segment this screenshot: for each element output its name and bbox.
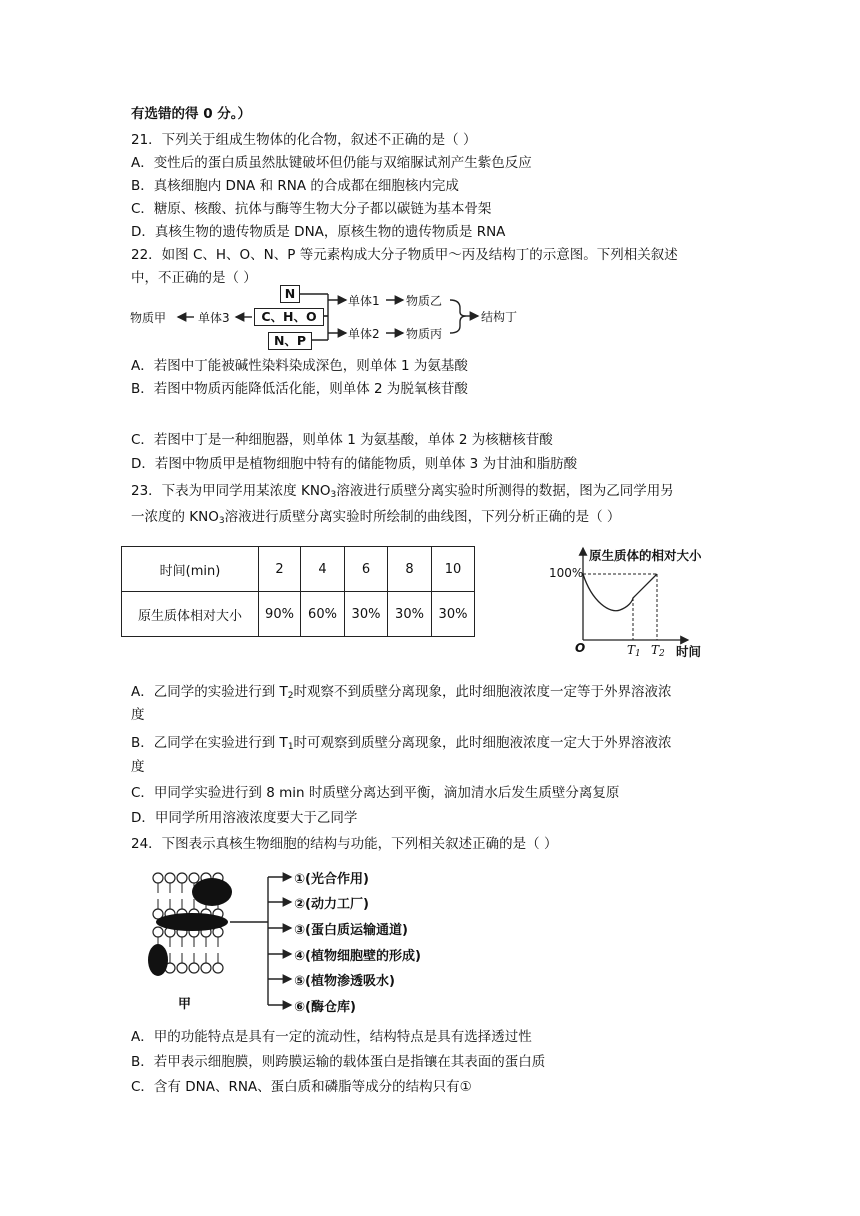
q22-option-d: D．若图中物质甲是植物细胞中特有的储能物质，则单体 3 为甘油和脂肪酸 bbox=[131, 456, 578, 472]
substance-yi-label: 物质乙 bbox=[406, 294, 443, 308]
table-cell: 30% bbox=[388, 592, 432, 637]
table-cell: 60% bbox=[301, 592, 345, 637]
function-output: ③(蛋白质运输通道) bbox=[294, 923, 408, 938]
q23-option-b-line1: B．乙同学在实验进行到 $T_1$时可观察到质壁分离现象，此时细胞液浓度一定大于外界溶液浓 bbox=[131, 735, 672, 752]
substance-bing-label: 物质丙 bbox=[406, 327, 443, 341]
table-cell: 90% bbox=[259, 592, 301, 637]
q22-flow-diagram bbox=[128, 282, 548, 354]
graph-x-label: 时间 bbox=[676, 644, 702, 659]
graph-y-label: 原生质体的相对大小 bbox=[589, 548, 702, 563]
q23-option-a-line1: A．乙同学的实验进行到 $T_2$时观察不到质壁分离现象，此时细胞液浓度一定等于外界溶液浓 bbox=[131, 684, 672, 701]
structure-ding-label: 结构丁 bbox=[481, 310, 518, 324]
monomer-3-label: 单体3 bbox=[198, 311, 230, 325]
q22-option-a: A．若图中丁能被碱性染料染成深色，则单体 1 为氨基酸 bbox=[131, 358, 468, 374]
q21-option-b: B．真核细胞内 DNA 和 RNA 的合成都在细胞核内完成 bbox=[131, 178, 459, 194]
table-cell: 30% bbox=[432, 592, 475, 637]
table-header-time: 时间(min) bbox=[122, 547, 259, 592]
q24-option-b: B．若甲表示细胞膜，则跨膜运输的载体蛋白是指镶在其表面的蛋白质 bbox=[131, 1054, 546, 1070]
table-cell: 8 bbox=[388, 547, 432, 592]
function-output: ①(光合作用) bbox=[294, 872, 369, 887]
monomer-1-label: 单体1 bbox=[348, 294, 380, 308]
q23-curve-graph bbox=[540, 540, 720, 664]
table-cell: 4 bbox=[301, 547, 345, 592]
q22-stem-line1: 22．如图 C、H、O、N、P 等元素构成大分子物质甲～丙及结构丁的示意图。下列相关叙述 bbox=[131, 247, 678, 263]
table-header-size: 原生质体相对大小 bbox=[122, 592, 259, 637]
q22-option-b: B．若图中物质丙能降低活化能，则单体 2 为脱氧核苷酸 bbox=[131, 381, 468, 397]
q24-stem: 24．下图表示真核生物细胞的结构与功能，下列相关叙述正确的是（ ） bbox=[131, 836, 558, 852]
function-output: ⑥(酶仓库) bbox=[294, 1000, 356, 1015]
monomer-2-label: 单体2 bbox=[348, 327, 380, 341]
q23-option-d: D．甲同学所用溶液浓度要大于乙同学 bbox=[131, 810, 358, 826]
q24-option-a: A．甲的功能特点是具有一定的流动性，结构特点是具有选择透过性 bbox=[131, 1029, 532, 1045]
q21-option-a: A．变性后的蛋白质虽然肽键破坏但仍能与双缩脲试剂产生紫色反应 bbox=[131, 155, 532, 171]
q23-option-c: C．甲同学实验进行到 8 min 时质壁分离达到平衡，滴加清水后发生质壁分离复原 bbox=[131, 785, 620, 801]
element-box-np: N、P bbox=[268, 332, 312, 350]
q21-option-c: C．糖原、核酸、抗体与酶等生物大分子都以碳链为基本骨架 bbox=[131, 201, 492, 217]
membrane-jia-label: 甲 bbox=[178, 997, 192, 1012]
table-cell: 10 bbox=[432, 547, 475, 592]
q21-stem: 21．下列关于组成生物体的化合物，叙述不正确的是（ ） bbox=[131, 132, 477, 148]
graph-100-label: 100% bbox=[549, 566, 584, 580]
element-box-n: N bbox=[280, 285, 300, 303]
graph-t1-label: $T_1$ bbox=[627, 643, 641, 659]
q23-data-table bbox=[121, 546, 475, 637]
protoplast-curve bbox=[583, 574, 657, 611]
element-box-cho: C、H、O bbox=[254, 308, 324, 326]
q23-stem-line2: 一浓度的 $KNO_3$溶液进行质壁分离实验时所绘制的曲线图，下列分析正确的是（ ） bbox=[131, 509, 621, 526]
table-row bbox=[122, 592, 475, 637]
graph-origin-label: O bbox=[575, 641, 586, 655]
q24-option-c: C．含有 DNA、RNA、蛋白质和磷脂等成分的结构只有① bbox=[131, 1079, 472, 1095]
q23-option-a-line2: 度 bbox=[131, 707, 145, 723]
function-output: ⑤(植物渗透吸水) bbox=[294, 974, 395, 989]
q23-option-b-line2: 度 bbox=[131, 759, 145, 775]
function-output: ②(动力工厂) bbox=[294, 897, 369, 912]
table-cell: 6 bbox=[345, 547, 388, 592]
q22-option-c: C．若图中丁是一种细胞器，则单体 1 为氨基酸，单体 2 为核糖核苷酸 bbox=[131, 432, 553, 448]
graph-t2-label: $T_2$ bbox=[651, 643, 665, 659]
q22-stem-line2: 中，不正确的是（ ） bbox=[131, 270, 257, 286]
table-cell: 2 bbox=[259, 547, 301, 592]
table-row bbox=[122, 547, 475, 592]
q24-membrane-diagram bbox=[140, 862, 480, 1020]
table-cell: 30% bbox=[345, 592, 388, 637]
q23-stem-line1: 23．下表为甲同学用某浓度 $KNO_3$溶液进行质壁分离实验时所测得的数据，图为乙同学用另 bbox=[131, 483, 674, 500]
q21-option-d: D．真核生物的遗传物质是 DNA，原核生物的遗传物质是 RNA bbox=[131, 224, 506, 240]
substance-jia-label: 物质甲 bbox=[130, 311, 167, 325]
function-output: ④(植物细胞壁的形成) bbox=[294, 949, 421, 964]
section-note: 有选错的得 0 分。） bbox=[131, 106, 252, 122]
